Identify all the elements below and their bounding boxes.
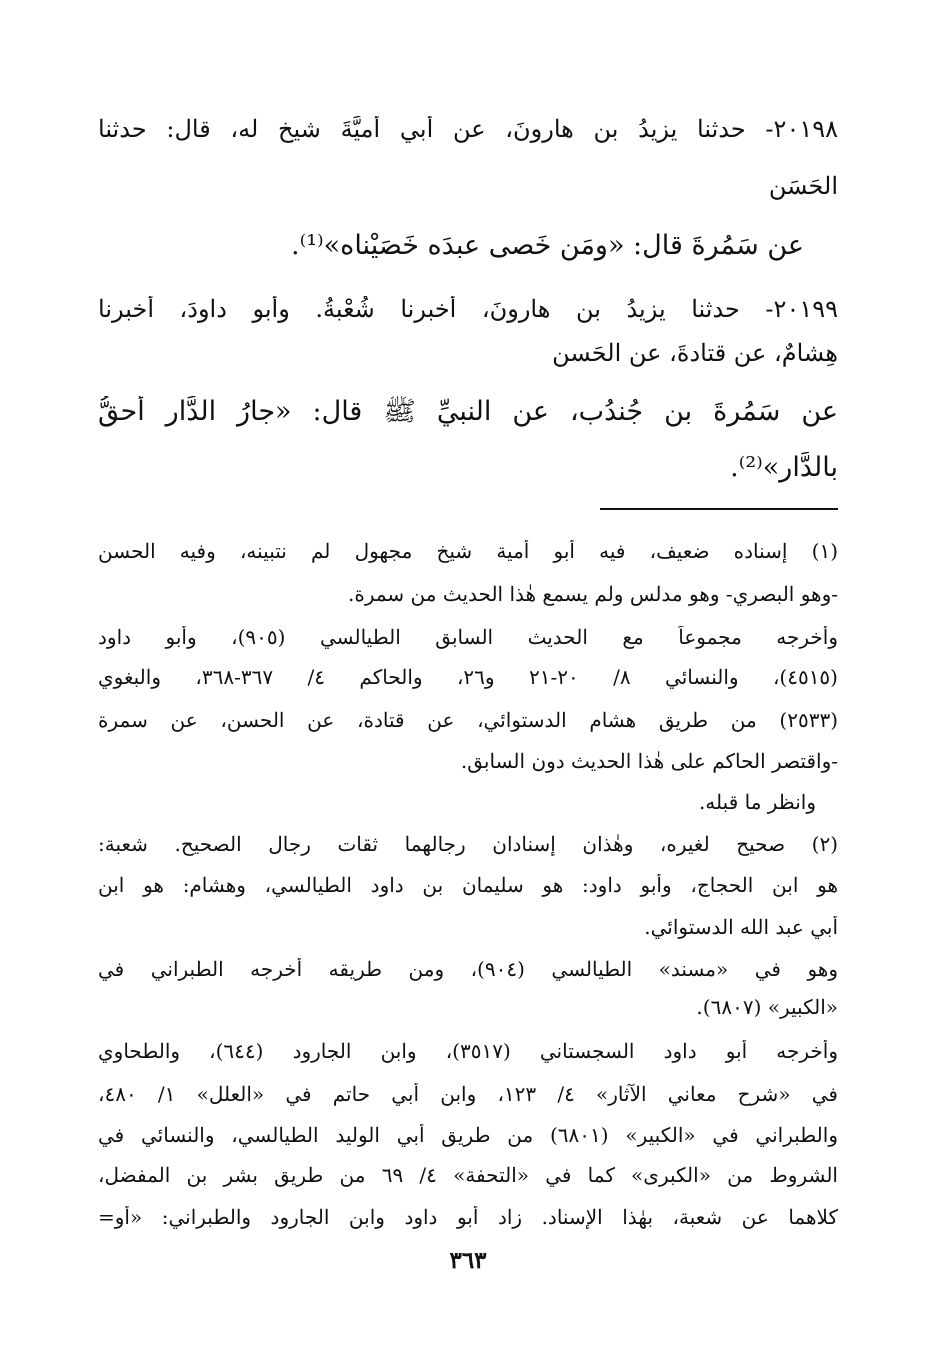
footnote-1-line-5: (٢٥٣٣) من طريق هشام الدستوائي، عن قتادة، عن الحسن، عن سمرة (98, 709, 838, 732)
footnote-2-line-1: (٢) صحيح لغيره، وهٰذان إسنادان رجالهما ثقات رجال الصحيح. شعبة: (98, 833, 838, 856)
hadith-20198-isnad-line-2: الحَسَن (768, 173, 838, 200)
hadith-20198-matn: عن سَمُرةَ قال: «ومَن خَصى عبدَه خَصَيْناه»⁽¹⁾. (290, 230, 804, 261)
footnote-2-line-4: وهو في «مسند» الطيالسي (٩٠٤)، ومن طريقه أخرجه الطبراني في (98, 958, 838, 981)
footnote-2-line-10: كلاهما عن شعبة، بهٰذا الإسناد. زاد أبو داود وابن الجارود والطبراني: «أو= (98, 1206, 838, 1229)
hadith-20199-matn-line-2: بالدَّار»⁽²⁾. (730, 452, 838, 483)
footnote-divider (600, 508, 838, 510)
hadith-20199-isnad-line-2: هِشامٌ، عن قتادةَ، عن الحَسنِ (552, 340, 838, 367)
footnote-2-line-5: «الكبير» (٦٨٠٧). (696, 996, 838, 1019)
footnote-2-line-7: في «شرح معاني الآثار» ٤/ ١٢٣، وابن أبي حاتم في «العلل» ١/ ٤٨٠، (98, 1083, 838, 1106)
footnote-1-line-1: (١) إسناده ضعيف، فيه أبو أمية شيخ مجهول لم نتبينه، وفيه الحسن (98, 540, 838, 563)
footnote-1-line-3: وأخرجه مجموعاً مع الحديث السابق الطيالسي (٩٠٥)، وأبو داود (98, 626, 838, 649)
hadith-20199-isnad-line-1: ٢٠١٩٩- حدثنا يزيدُ بن هارونَ، أخبرنا شُعْبةُ. وأبو داودَ، أخبرنا (98, 296, 838, 323)
footnote-1-line-4: (٤٥١٥)، والنسائي ٨/ ٢٠-٢١ و٢٦، والحاكم ٤/ ٣٦٧-٣٦٨، والبغوي (98, 666, 838, 689)
hadith-20199-matn-line-1: عن سَمُرةَ بن جُندُب، عن النبيِّ ﷺ قال: «جارُ الدَّارِ أحقُّ (98, 396, 838, 427)
footnote-2-line-6: وأخرجه أبو داود السجستاني (٣٥١٧)، وابن الجارود (٦٤٤)، والطحاوي (98, 1040, 838, 1063)
footnote-1-line-2: -وهو البصري- وهو مدلس ولم يسمع هٰذا الحديث من سمرة. (348, 583, 838, 606)
footnote-2-line-8: والطبراني في «الكبير» (٦٨٠١) من طريق أبي الوليد الطيالسي، والنسائي في (98, 1124, 838, 1147)
footnote-2-line-3: أبي عبد الله الدستوائي. (644, 916, 838, 939)
footnote-1-line-6: -واقتصر الحاكم على هٰذا الحديث دون السابق. (460, 750, 838, 773)
page-number: ٣٦٣ (449, 1247, 487, 1274)
footnote-2-line-2: هو ابن الحجاج، وأبو داود: هو سليمان بن داود الطيالسي، وهشام: هو ابن (98, 874, 838, 897)
footnote-1-line-7: وانظر ما قبله. (698, 791, 816, 814)
footnote-2-line-9: الشروط من «الكبرى» كما في «التحفة» ٤/ ٦٩ من طريق بشر بن المفضل، (98, 1164, 838, 1187)
hadith-20198-isnad-line-1: ٢٠١٩٨- حدثنا يزيدُ بن هارونَ، عن أبي أُميَّةَ شيخٍ له، قال: حدثنا (98, 116, 838, 143)
